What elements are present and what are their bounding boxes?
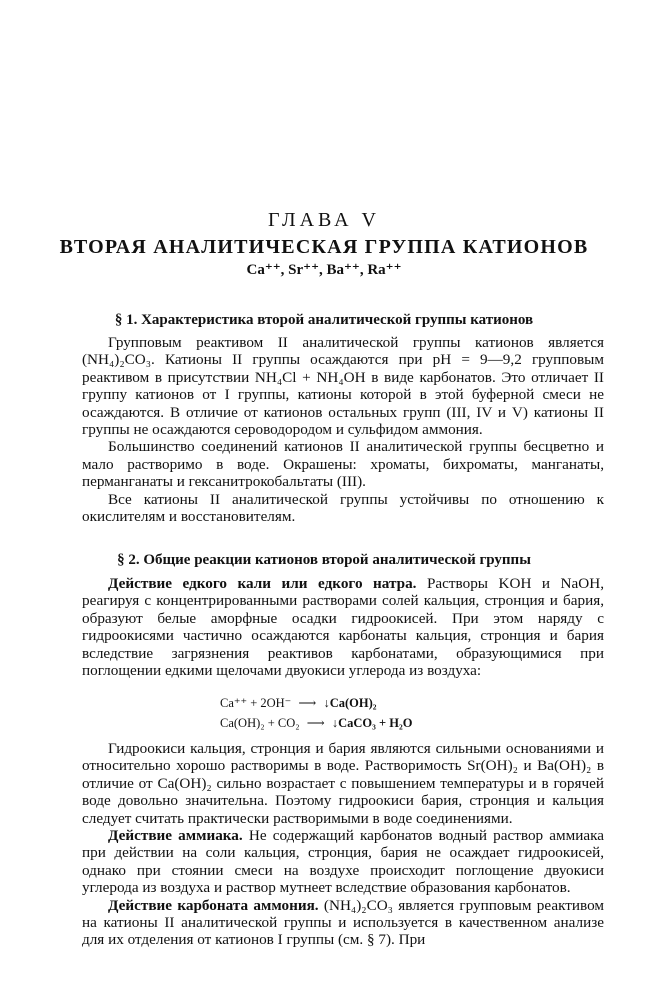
section-2-paragraph-4	[82, 897, 604, 949]
equation-2-right: ↓CaCO₃ + H₂O	[331, 716, 413, 730]
section-2-heading: § 2. Общие реакции катионов второй аналитической группы	[117, 552, 531, 568]
section-2-paragraph-1	[82, 575, 604, 679]
equation-2-left: Ca(OH)₂ + CO₂	[220, 716, 300, 730]
equation-1-arrow: ⟶	[298, 696, 317, 710]
chapter-ions: Ca⁺⁺, Sr⁺⁺, Ba⁺⁺, Ra⁺⁺	[246, 262, 402, 278]
chapter-title: ВТОРАЯ АНАЛИТИЧЕСКАЯ ГРУППА КАТИОНОВ	[59, 236, 589, 258]
section-1-body	[82, 334, 604, 525]
section-2-paragraph-3	[82, 827, 604, 897]
koh-naoh-text: Растворы KOH и NaOH, реагируя с концентрированными растворами солей кальция, стронция и бария, образуют белые аморфные осадки гидроокисей. При этом наряду с гидроокисями частично осаждаются карбонаты кальция, стронция и бария вследствие загрязнения реактивов карбонатами, образующимися при поглощении едкими щелочами двуокиси углерода из воздуха:	[82, 575, 604, 680]
section-2-body-bottom	[82, 740, 604, 949]
section-2-paragraph-2: Гидроокиси кальция, стронция и бария являются сильными основаниями и относительно хорошо растворимы в воде. Растворимость Sr(OH)₂ и Ba(OH)₂ в отличие от Ca(OH)₂ сильно возрастает с повышением температуры и в горячей воде довольно значительна. Поэтому гидроокиси бария, стронция и кальция следует считать практически растворимыми в воде соединениями.	[82, 740, 604, 827]
equation-1	[220, 694, 480, 712]
section-1-paragraph-3: Все катионы II аналитической группы устойчивы по отношению к окислителям и восстановителям.	[82, 490, 604, 526]
equation-2	[220, 714, 480, 732]
equation-1-right: ↓Ca(OH)₂	[323, 696, 377, 710]
chapter-number: ГЛАВА V	[267, 209, 381, 231]
ammonia-text: Не содержащий карбонатов водный раствор аммиака при действии на соли кальция, стронция, бария не осаждает гидроокисей, однако при стоянии смеси на воздухе происходит поглощение двуокиси углерода из воздуха и раствор мутнеет вследствие образования карбонатов.	[82, 827, 604, 897]
equation-2-arrow: ⟶	[306, 716, 325, 730]
section-1-paragraph-2: Большинство соединений катионов II аналитической группы бесцветно и мало растворимо в воде. Окрашены: хроматы, бихроматы, манганаты, перманганаты и гексанитрокобальтаты (III).	[82, 438, 604, 491]
section-1-heading: § 1. Характеристика второй аналитической группы катионов	[114, 312, 534, 328]
section-2-body-top	[82, 575, 604, 679]
ammonium-carbonate-text: (NH₄)₂CO₃ является групповым реактивом на катионы II аналитической группы и используется в качественном анализе для их отделения от катионов I группы (см. § 7). При	[82, 896, 604, 949]
ammonia-heading: Действие аммиака.	[108, 827, 243, 845]
koh-naoh-heading: Действие едкого кали или едкого натра.	[108, 575, 417, 592]
ammonium-carbonate-heading: Действие карбоната аммония.	[108, 896, 319, 914]
equation-1-left: Ca⁺⁺ + 2OH⁻	[220, 696, 292, 710]
section-1-paragraph-1: Групповым реактивом II аналитической группы катионов является (NH₄)₂CO₃. Катионы II группы осаждаются при pH = 9—9,2 групповым реактивом в присутствии NH₄Cl + NH₄OH в виде карбонатов. Это отличает II группу катионов от I группы, катионы которой в этой буферной смеси не осаждаются. В отличие от катионов остальных групп (III, IV и V) катионы II группы не осаждаются сероводородом и сульфидом аммония.	[82, 334, 604, 439]
